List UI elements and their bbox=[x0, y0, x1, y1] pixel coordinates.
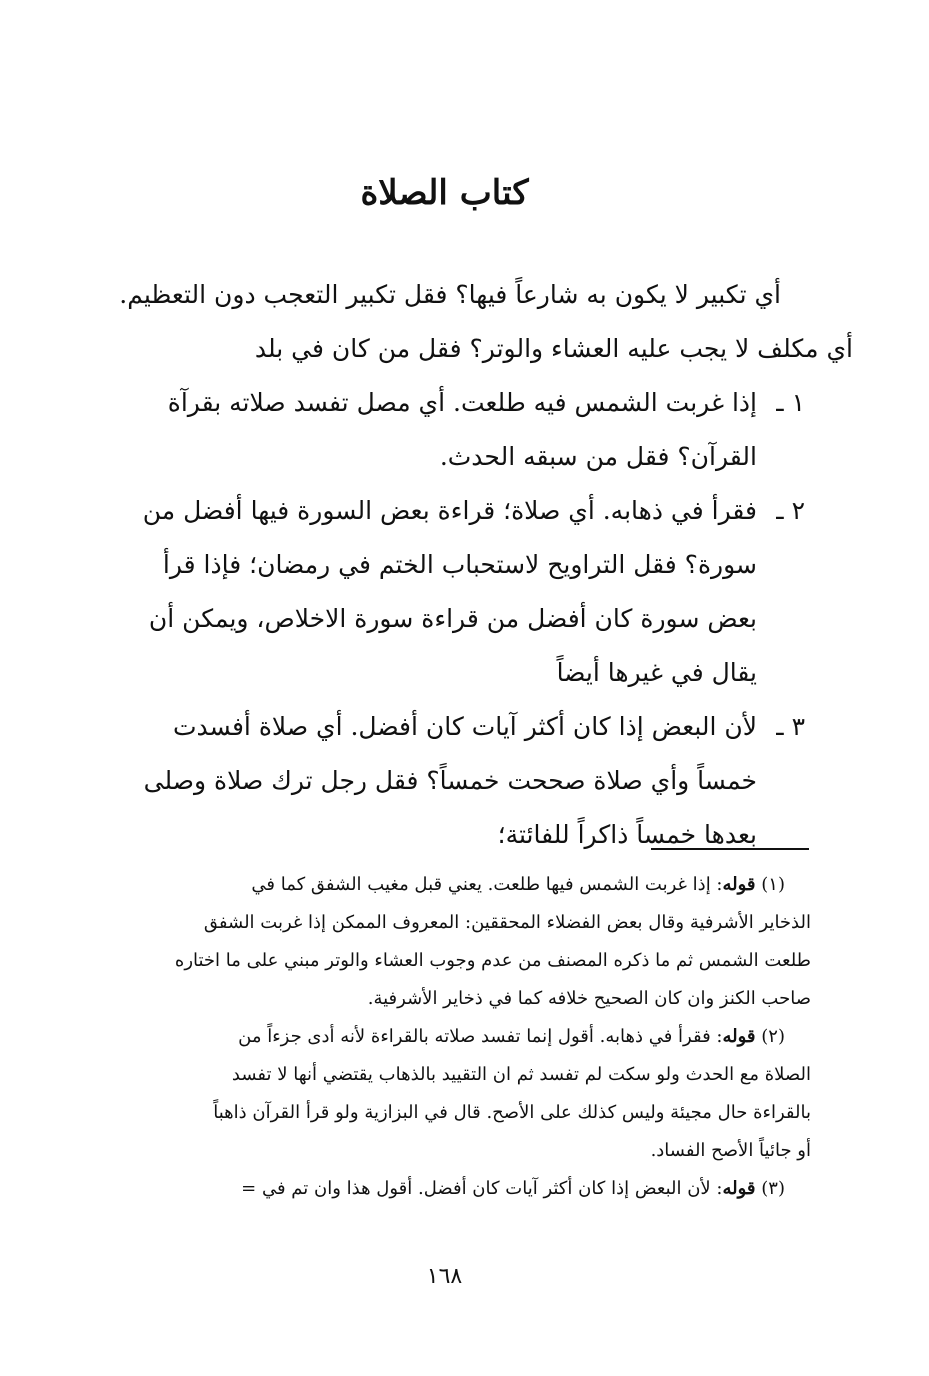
item-number: ١ ـ bbox=[776, 388, 805, 417]
footnote-text: : إذا غربت الشمس فيها طلعت. يعني قبل مغيب الشفق كما في bbox=[251, 874, 723, 895]
footnote-text: : لأن البعض إذا كان أكثر آيات كان أفضل. أقول هذا وان تم في = bbox=[241, 1178, 723, 1199]
numbered-item bbox=[67, 376, 817, 484]
footnote-line: طلعت الشمس ثم ما ذكره المصنف من عدم وجوب العشاء والوتر مبني على ما اختاره bbox=[174, 950, 811, 971]
footnote-keyword: قوله bbox=[722, 874, 756, 895]
item-body bbox=[67, 376, 757, 484]
footnote-keyword: قوله bbox=[722, 1026, 756, 1047]
footnote-separator bbox=[651, 848, 809, 850]
item-line: سورة؟ فقل التراويح لاستحباب الختم في رمضان؛ فإذا قرأ bbox=[162, 550, 757, 579]
footnote-line: صاحب الكنز وان كان الصحيح خلافه كما في ذخاير الأشرفية. bbox=[367, 988, 811, 1009]
footnote-marker: (١) bbox=[761, 874, 785, 895]
item-number: ٢ ـ bbox=[776, 496, 805, 525]
footnote-2 bbox=[61, 1018, 811, 1170]
footnote-line: الذخاير الأشرفية وقال بعض الفضلاء المحققين: المعروف الممكن إذا غربت الشفق bbox=[203, 912, 811, 933]
footnote-line bbox=[61, 1018, 811, 1056]
footnote-line bbox=[61, 866, 811, 904]
footnote-1 bbox=[61, 866, 811, 1018]
footnote-text: : فقرأ في ذهابه. أقول إنما تفسد صلاته بالقراءة لأنه أدى جزءاً من bbox=[238, 1026, 723, 1047]
footnote-marker: (٣) bbox=[761, 1178, 785, 1199]
item-line: لأن البعض إذا كان أكثر آيات كان أفضل. أي صلاة أفسدت bbox=[173, 712, 757, 741]
item-body bbox=[67, 484, 757, 700]
footnote-3 bbox=[61, 1170, 811, 1208]
intro-line: أي تكبير لا يكون به شارعاً فيها؟ فقل تكبير التعجب دون التعظيم. bbox=[119, 280, 781, 309]
item-body bbox=[67, 700, 757, 862]
item-line: خمساً وأي صلاة صححت خمساً؟ فقل رجل ترك صلاة وصلى bbox=[143, 766, 757, 795]
intro-line: أي مكلف لا يجب عليه العشاء والوتر؟ فقل من كان في بلد bbox=[254, 334, 853, 363]
main-text bbox=[67, 268, 853, 862]
chapter-title: كتاب الصلاة bbox=[360, 173, 529, 213]
item-line: القرآن؟ فقل من سبقه الحدث. bbox=[439, 442, 757, 471]
item-line: فقرأ في ذهابه. أي صلاة؛ قراءة بعض السورة فيها أفضل من bbox=[142, 496, 757, 525]
item-number: ٣ ـ bbox=[776, 712, 805, 741]
numbered-item bbox=[67, 484, 817, 700]
numbered-item bbox=[67, 700, 817, 862]
footnote-line: أو جائياً الأصح الفساد. bbox=[650, 1140, 811, 1161]
footnotes bbox=[61, 866, 811, 1208]
item-line: إذا غربت الشمس فيه طلعت. أي مصل تفسد صلاته بقرآة bbox=[167, 388, 757, 417]
item-line: بعض سورة كان أفضل من قراءة سورة الاخلاص، ويمكن أن bbox=[148, 604, 757, 633]
item-line: بعدها خمساً ذاكراً للفائتة؛ bbox=[497, 820, 757, 849]
footnote-marker: (٢) bbox=[761, 1026, 785, 1047]
footnote-line: بالقراءة حال مجيئة وليس كذلك على الأصح. قال في البزازية ولو قرأ القرآن ذاهباً bbox=[213, 1102, 811, 1123]
footnote-line: الصلاة مع الحدث ولو سكت لم تفسد ثم ان التقييد بالذهاب يقتضي أنها لا تفسد bbox=[231, 1064, 811, 1085]
footnote-keyword: قوله bbox=[722, 1178, 756, 1199]
footnote-line bbox=[61, 1170, 811, 1208]
item-line: يقال في غيرها أيضاً bbox=[556, 658, 757, 687]
page-number: ١٦٨ bbox=[426, 1264, 463, 1289]
